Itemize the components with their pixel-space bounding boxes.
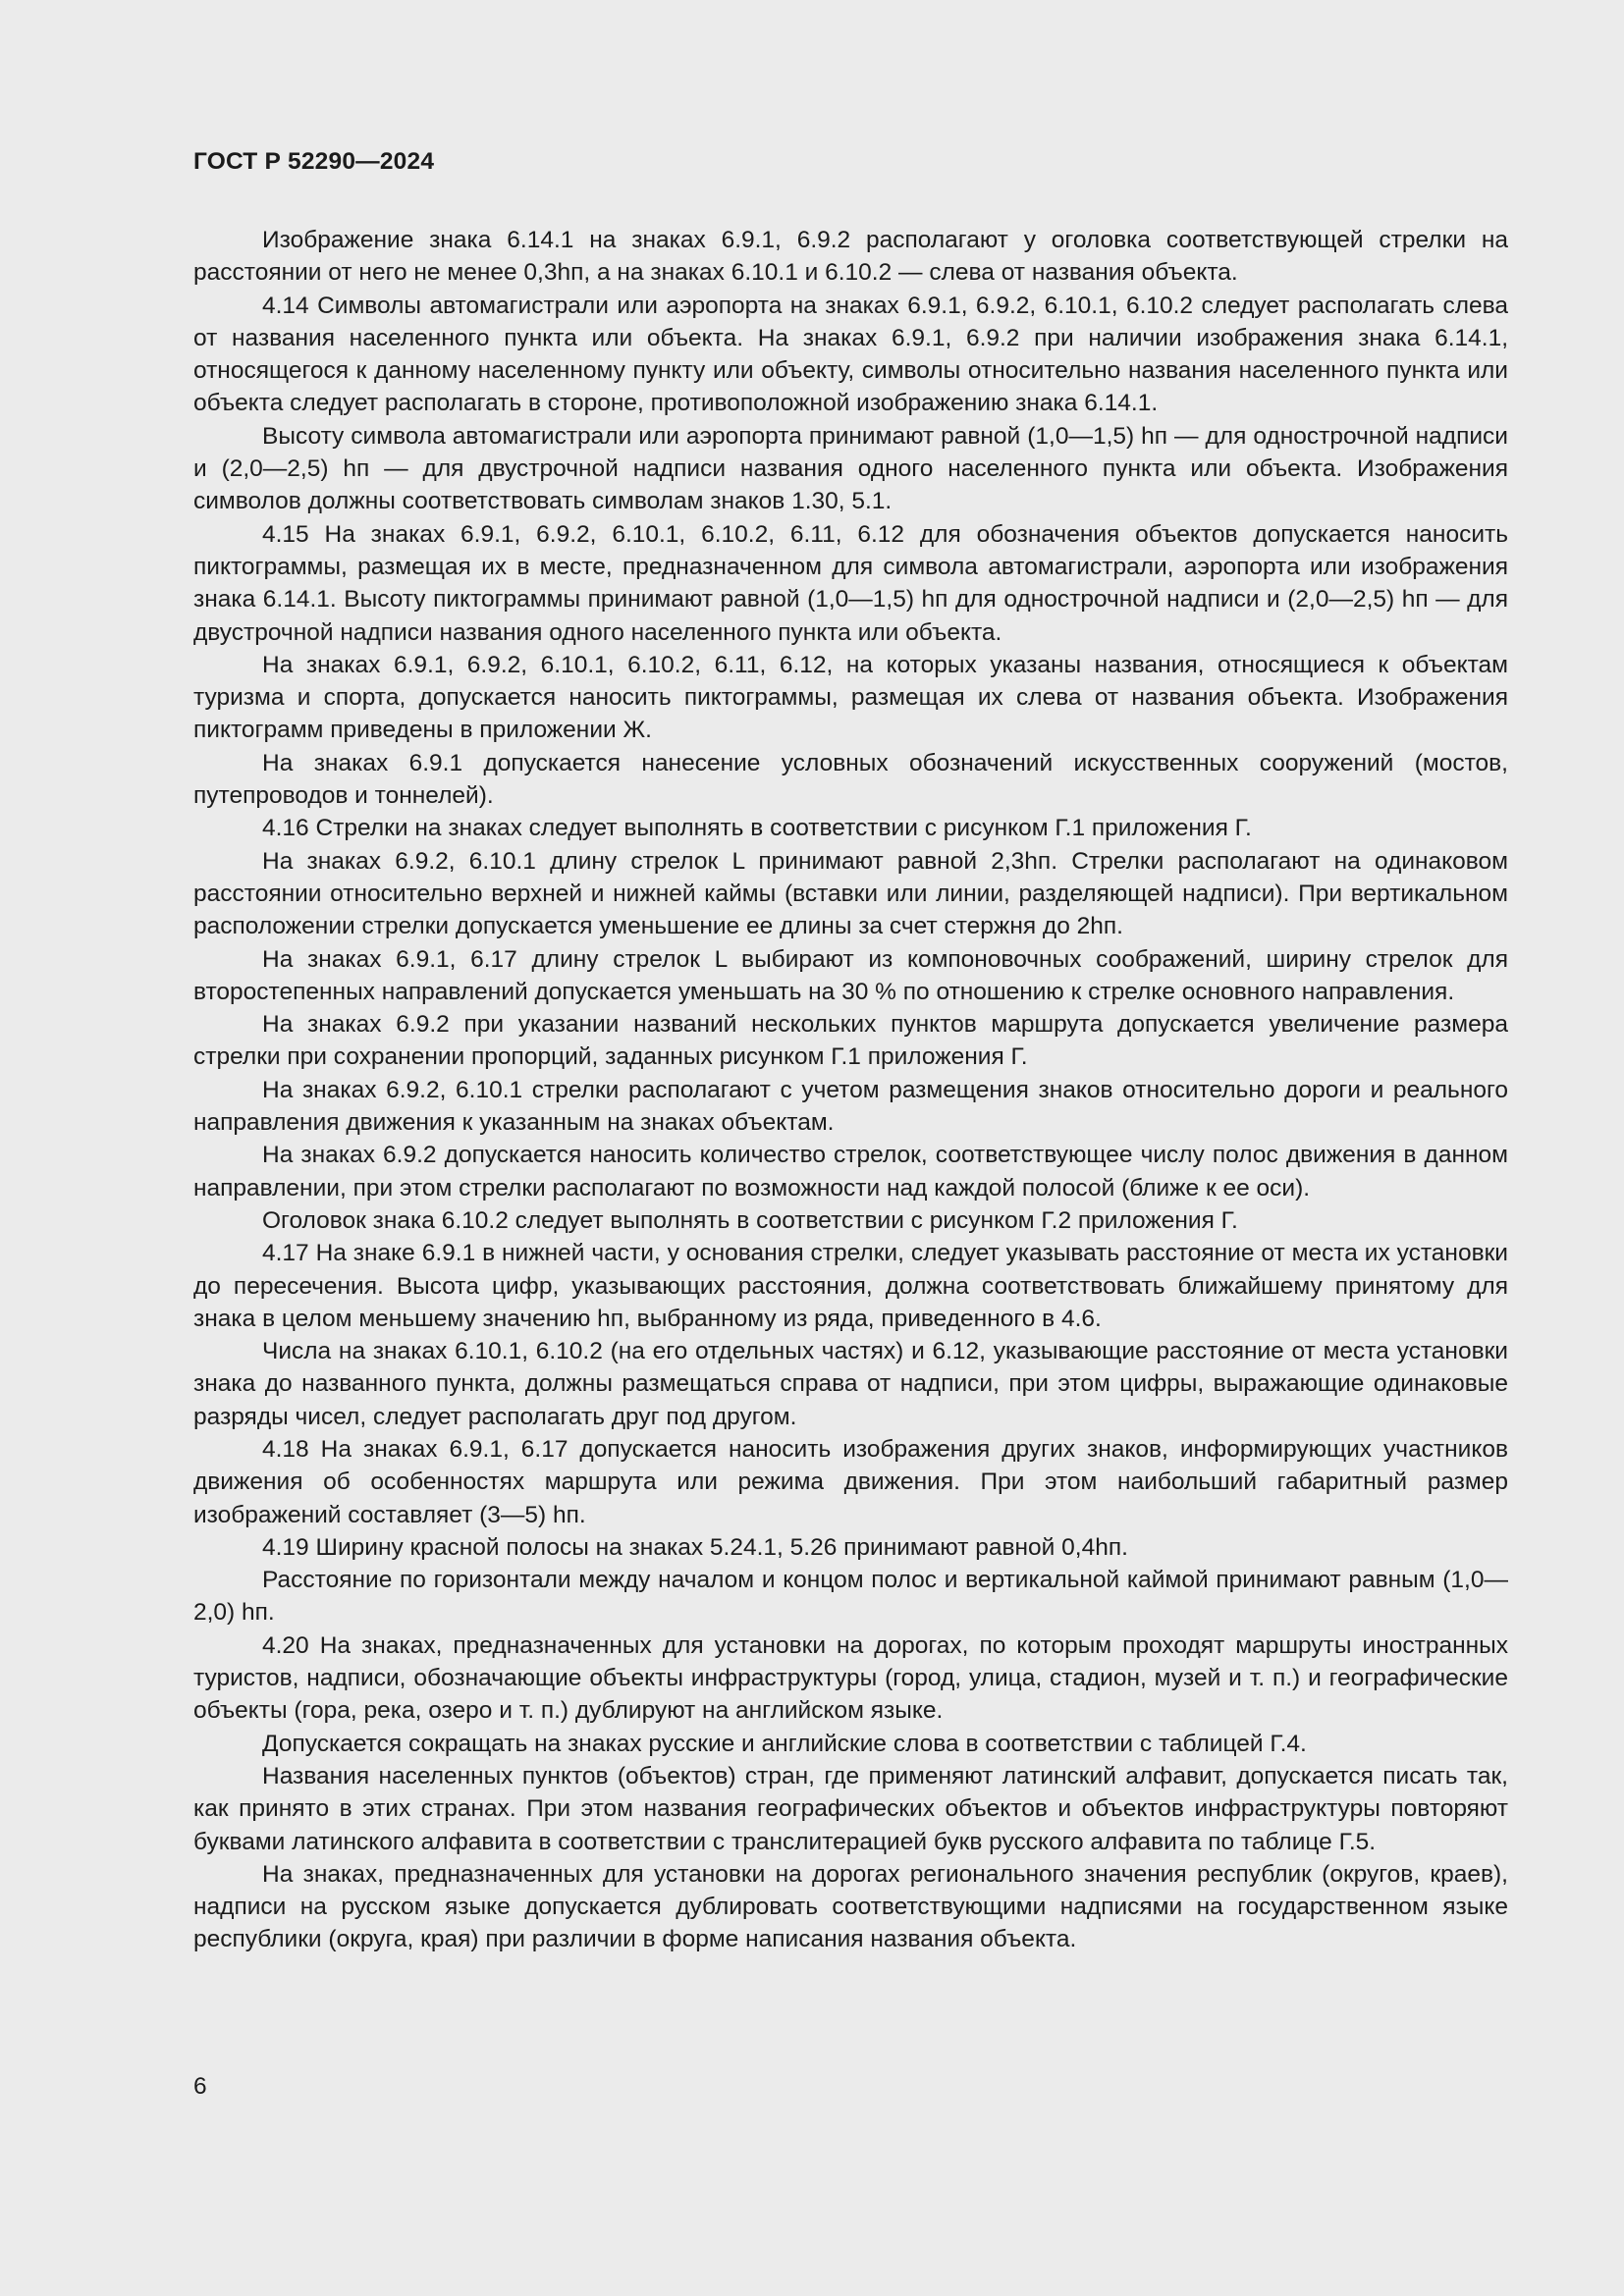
paragraph: На знаках 6.9.2 при указании названий нескольких пунктов маршрута допускается увеличение размера стрелки при сохранении пропорций, заданных рисунком Г.1 приложения Г.	[193, 1011, 1508, 1071]
paragraph: 4.16 Стрелки на знаках следует выполнять в соответствии с рисунком Г.1 приложения Г.	[262, 815, 1252, 842]
paragraph: Расстояние по горизонтали между началом и концом полос и вертикальной каймой принимают равным (1,0—2,0) hп.	[193, 1567, 1508, 1627]
paragraph: 4.20 На знаках, предназначенных для установки на дорогах, по которым проходят маршруты иностранных туристов, надписи, обозначающие объекты инфраструктуры (город, улица, стадион, музей и т. п.) и географические объекты (гора, река, озеро и т. п.) дублируют на английском языке.	[193, 1631, 1508, 1725]
page-number: 6	[193, 2073, 207, 2100]
paragraph: Высоту символа автомагистрали или аэропорта принимают равной (1,0—1,5) hп — для однострочной надписи и (2,0—2,5) hп — для двустрочной надписи названия одного населенного пункта или объекта. Изображения символов должны соответствовать символам знаков 1.30, 5.1.	[193, 422, 1508, 515]
body-text	[193, 224, 1508, 1956]
paragraph: Названия населенных пунктов (объектов) стран, где применяют латинский алфавит, допускается писать так, как принято в этих странах. При этом названия географических объектов и объектов инфраструктуры повторяют буквами латинского алфавита в соответствии с транслитерацией букв русского алфавита по таблице Г.5.	[193, 1762, 1508, 1855]
paragraph: На знаках 6.9.1, 6.17 длину стрелок L выбирают из компоновочных соображений, ширину стрелок для второстепенных направлений допускается уменьшать на 30 % по отношению к стрелке основного направления.	[193, 945, 1508, 1005]
paragraph: 4.19 Ширину красной полосы на знаках 5.24.1, 5.26 принимают равной 0,4hп.	[262, 1533, 1128, 1561]
paragraph: На знаках 6.9.1 допускается нанесение условных обозначений искусственных сооружений (мостов, путепроводов и тоннелей).	[193, 749, 1508, 810]
paragraph: Числа на знаках 6.10.1, 6.10.2 (на его отдельных частях) и 6.12, указывающие расстояние от места установки знака до названного пункта, должны размещаться справа от надписи, при этом цифры, выражающие одинаковые разряды чисел, следует располагать друг под другом.	[193, 1338, 1508, 1430]
paragraph: 4.18 На знаках 6.9.1, 6.17 допускается наносить изображения других знаков, информирующих участников движения об особенностях маршрута или режима движения. При этом наибольший габаритный размер изображений составляет (3—5) hп.	[193, 1435, 1508, 1528]
paragraph: 4.14 Символы автомагистрали или аэропорта на знаках 6.9.1, 6.9.2, 6.10.1, 6.10.2 следует располагать слева от названия населенного пункта или объекта. На знаках 6.9.1, 6.9.2 при наличии изображения знака 6.14.1, относящегося к данному населенному пункту или объекту, символы относительно названия населенного пункта или объекта следует располагать в стороне, противоположной изображению знака 6.14.1.	[193, 292, 1508, 417]
paragraph: Изображение знака 6.14.1 на знаках 6.9.1, 6.9.2 располагают у оголовка соответствующей стрелки на расстоянии от него не менее 0,3hп, а на знаках 6.10.1 и 6.10.2 — слева от названия объекта.	[193, 227, 1508, 287]
paragraph: 4.15 На знаках 6.9.1, 6.9.2, 6.10.1, 6.10.2, 6.11, 6.12 для обозначения объектов допускается наносить пиктограммы, размещая их в месте, предназначенном для символа автомагистрали, аэропорта или изображения знака 6.14.1. Высоту пиктограммы принимают равной (1,0—1,5) hп для однострочной надписи и (2,0—2,5) hп — для двустрочной надписи названия одного населенного пункта или объекта.	[193, 520, 1508, 646]
document-code-header: ГОСТ Р 52290—2024	[193, 148, 435, 175]
paragraph: 4.17 На знаке 6.9.1 в нижней части, у основания стрелки, следует указывать расстояние от места их установки до пересечения. Высота цифр, указывающих расстояния, должна соответствовать ближайшему принятому для знака в целом меньшему значению hп, выбранному из ряда, приведенного в 4.6.	[193, 1240, 1508, 1332]
paragraph: На знаках 6.9.2 допускается наносить количество стрелок, соответствующее числу полос движения в данном направлении, при этом стрелки располагают по возможности над каждой полосой (ближе к ее оси).	[193, 1142, 1508, 1201]
paragraph: Оголовок знака 6.10.2 следует выполнять в соответствии с рисунком Г.2 приложения Г.	[262, 1206, 1238, 1234]
paragraph: На знаках, предназначенных для установки на дорогах регионального значения республик (округов, краев), надписи на русском языке допускается дублировать соответствующими надписями на государственном языке республики (округа, края) при различии в форме написания названия объекта.	[193, 1860, 1508, 1953]
paragraph: На знаках 6.9.1, 6.9.2, 6.10.1, 6.10.2, 6.11, 6.12, на которых указаны названия, относящиеся к объектам туризма и спорта, допускается наносить пиктограммы, размещая их слева от названия объекта. Изображения пиктограмм приведены в приложении Ж.	[193, 651, 1508, 744]
paragraph: Допускается сокращать на знаках русские и английские слова в соответствии с таблицей Г.4.	[262, 1730, 1307, 1757]
paragraph: На знаках 6.9.2, 6.10.1 длину стрелок L принимают равной 2,3hп. Стрелки располагают на одинаковом расстоянии относительно верхней и нижней каймы (вставки или линии, разделяющей надписи). При вертикальном расположении стрелки допускается уменьшение ее длины за счет стержня до 2hп.	[193, 847, 1508, 940]
paragraph: На знаках 6.9.2, 6.10.1 стрелки располагают с учетом размещения знаков относительно дороги и реального направления движения к указанным на знаках объектам.	[193, 1076, 1508, 1137]
